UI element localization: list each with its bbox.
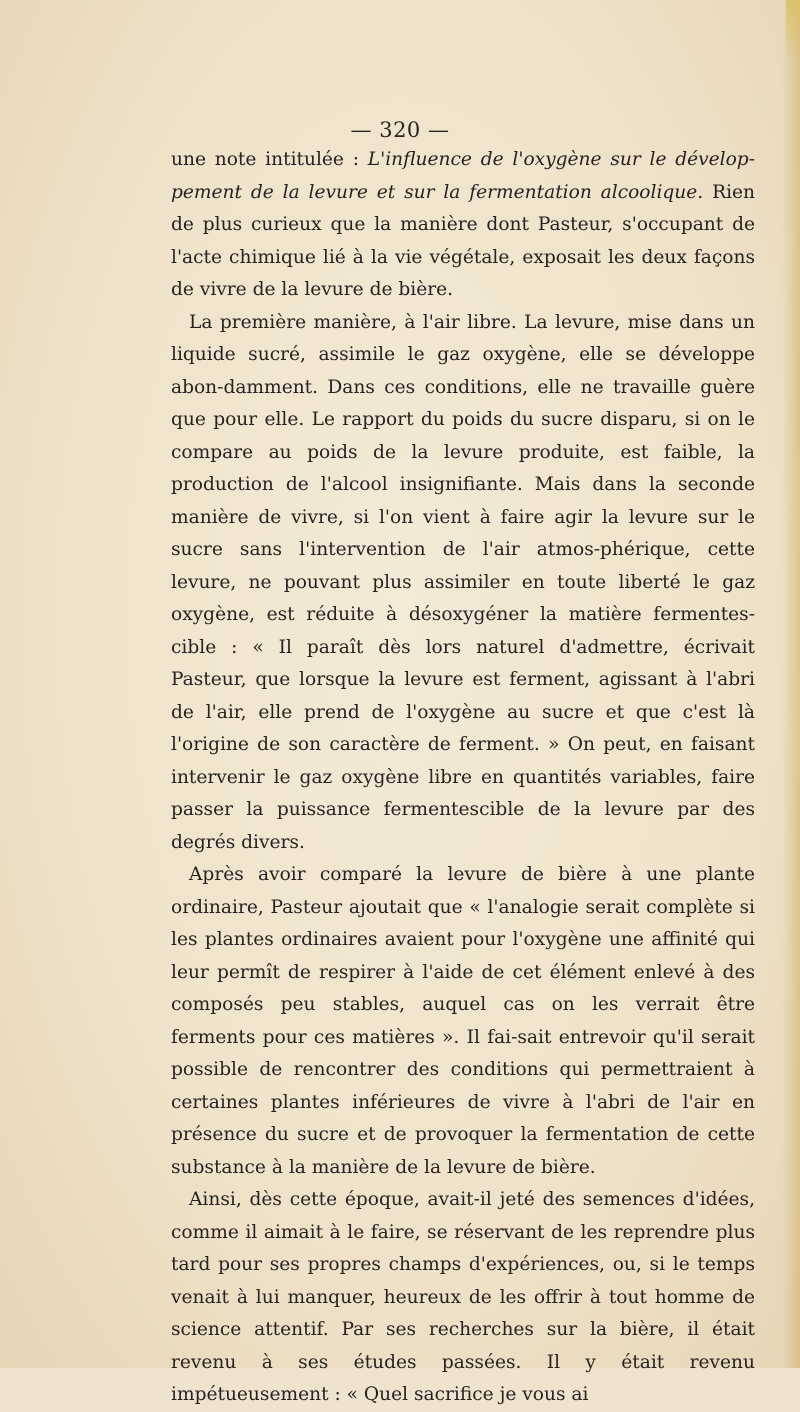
paragraph-3-text: Après avoir comparé la levure de bière à une plante ordinaire, Pasteur ajoutait que « l'analogie serait complète si les plantes ordinaires avaient pour l'oxygène une affinité qui leur permît de respirer à l'aide de cet élément enlevé à des composés peu stables, auquel cas on les verrait être ferments pour ces matières ». Il fai-sait entrevoir qu'il serait possible de rencontrer des conditions qui permettraient à certaines plantes inférieures de vivre à l'abri de l'air en présence du sucre et de provoquer la fermentation de cette substance à la manière de la levure de bière. [171, 864, 755, 1178]
paragraph-1 [171, 144, 755, 307]
article-title: L'influence de l'oxygène sur le dévelop-pement de la levure et sur la fermentation alcoolique. [171, 149, 755, 203]
page-edge-shadow [782, 0, 800, 1368]
paragraph-4-text: Ainsi, dès cette époque, avait-il jeté des semences d'idées, comme il aimait à le faire, se réservant de les reprendre plus tard pour ses propres champs d'expériences, ou, si le temps venait à lui manquer, heureux de les offrir à tout homme de science attentif. Par ses recherches sur la bière, il était revenu à ses études passées. Il y était revenu impétueusement : « Quel sacrifice je vous ai [171, 1189, 755, 1405]
page-number: — 320 — [350, 118, 450, 142]
body-text [171, 144, 755, 1412]
page-edge-stain [786, 0, 800, 60]
paragraph-2 [171, 307, 755, 860]
paragraph-1-run-3: Rien de plus curieux que la manière dont Pasteur, s'occupant de l'acte chimique lié à la vie végétale, exposait les deux façons de vivre de la levure de bière. [171, 181, 756, 300]
paragraph-3 [171, 859, 755, 1184]
paragraph-1-run-1: une note intitulée : [171, 149, 368, 170]
paragraph-4 [171, 1184, 755, 1412]
paragraph-2-text: La première manière, à l'air libre. La levure, mise dans un liquide sucré, assimile le gaz oxygène, elle se développe abon-damment. Dans ces conditions, elle ne travaille guère que pour elle. Le rapport du poids du sucre disparu, si on le compare au poids de la levure produite, est faible, la production de l'alcool insignifiante. Mais dans la seconde manière de vivre, si l'on vient à faire agir la levure sur le sucre sans l'intervention de l'air atmos-phérique, cette levure, ne pouvant plus assimiler en toute liberté le gaz oxygène, est réduite à désoxygéner la matière fermentes-cible : « Il paraît dès lors naturel d'admettre, écrivait Pasteur, que lorsque la levure est ferment, agissant à l'abri de l'air, elle prend de l'oxygène au sucre et que c'est là l'origine de son caractère de ferment. » On peut, en faisant intervenir le gaz oxygène libre en quantités variables, faire passer la puissance fermentescible de la levure par des degrés divers. [171, 311, 755, 853]
